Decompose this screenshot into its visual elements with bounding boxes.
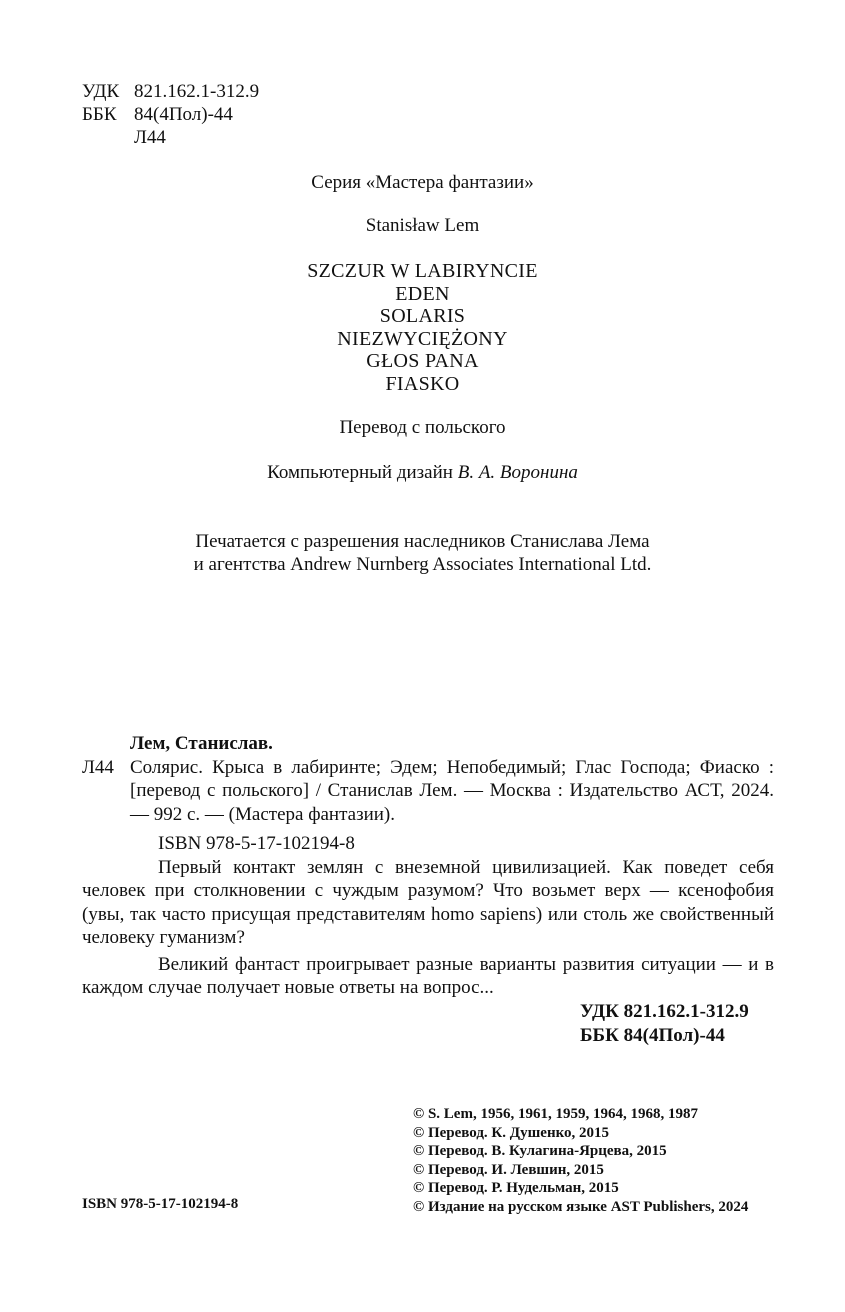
annotation	[82, 856, 774, 1000]
copyright-line: © Перевод. Р. Нудельман, 2015	[413, 1180, 619, 1197]
author-original-name: Stanisław Lem	[365, 215, 480, 236]
bbk-label: ББК	[82, 104, 117, 125]
design-credit	[0, 462, 845, 484]
udk-label: УДК	[82, 81, 120, 102]
copyright-line: © Перевод. В. Кулагина-Ярцева, 2015	[413, 1143, 667, 1160]
catalog-entry	[82, 756, 774, 827]
classification-codes	[82, 80, 259, 149]
catalog-isbn: ISBN 978-5-17-102194-8	[158, 833, 355, 854]
series-line: Серия «Мастера фантазии»	[311, 172, 534, 193]
translation-note: Перевод с польского	[339, 417, 506, 438]
catalog-description: Солярис. Крыса в лабиринте; Эдем; Непобедимый; Глас Господа; Фиаско : [перевод с польского] / Станислав Лем. — Москва : Издательство АСТ, 2024. — 992 с. — (Мастера фантазии).	[130, 756, 774, 825]
isbn-bottom: ISBN 978-5-17-102194-8	[82, 1196, 239, 1212]
catalog-heading: Лем, Станислав.	[130, 733, 273, 754]
udk-bold: УДК 821.162.1-312.9	[580, 1001, 749, 1022]
udk-row	[82, 80, 259, 103]
author-mark: Л44	[134, 127, 166, 148]
classification-codes-bold	[580, 1000, 749, 1048]
copyright-line: © S. Lem, 1956, 1961, 1959, 1964, 1968, 1987	[413, 1106, 698, 1122]
bbk-value: 84(4Пол)-44	[134, 104, 233, 125]
bbk-row	[82, 103, 259, 126]
permission-line: и агентства Andrew Nurnberg Associates International Ltd.	[193, 554, 652, 575]
bbk-bold: ББК 84(4Пол)-44	[580, 1025, 725, 1046]
designer-name: В. А. Воронина	[457, 462, 578, 483]
original-title: GŁOS PANA	[366, 350, 479, 372]
permission-note	[0, 530, 845, 576]
permission-line: Печатается с разрешения наследников Станислава Лема	[195, 531, 650, 552]
original-title: EDEN	[395, 282, 450, 305]
original-titles	[0, 260, 845, 395]
copyright-line: © Перевод. К. Душенко, 2015	[413, 1124, 610, 1141]
original-title: SZCZUR W LABIRYNCIE	[307, 260, 538, 282]
annotation-paragraph: Великий фантаст проигрывает разные варианты развития ситуации — и в каждом случае получает новые ответы на вопрос...	[82, 953, 774, 998]
copyright-line: © Перевод. И. Левшин, 2015	[413, 1161, 604, 1178]
annotation-paragraph: Первый контакт землян с внеземной цивилизацией. Как поведет себя человек при столкновении с чуждым разумом? Что возьмет верх — ксенофобия (увы, так часто присущая представителям homo sapiens) или столь же свойственный человеку гуманизм?	[82, 856, 774, 948]
copyright-line: © Издание на русском языке AST Publishers, 2024	[413, 1198, 749, 1215]
catalog-record	[82, 732, 774, 1000]
copyright-block	[413, 1105, 748, 1217]
catalog-mark: Л44	[82, 756, 114, 778]
design-prefix: Компьютерный дизайн	[267, 462, 458, 483]
original-title: SOLARIS	[379, 305, 466, 327]
original-title: NIEZWYCIĘŻONY	[337, 327, 508, 350]
original-title: FIASKO	[385, 372, 460, 395]
udk-value: 821.162.1-312.9	[134, 81, 260, 102]
